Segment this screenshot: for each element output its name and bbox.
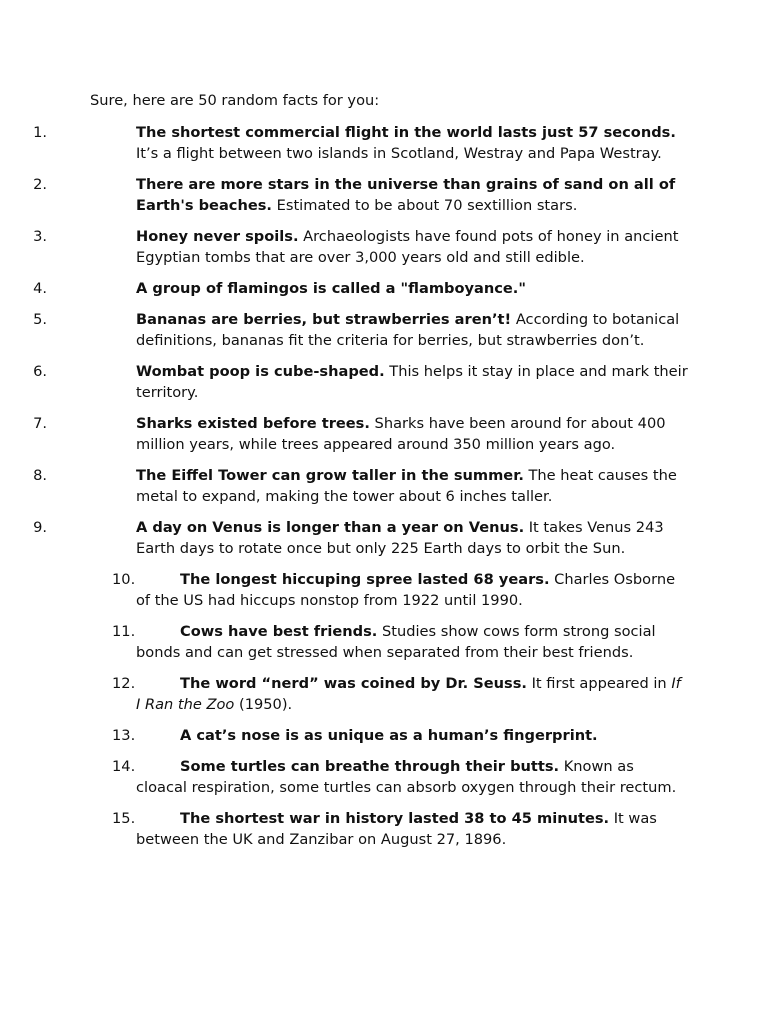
- list-item: [0, 309, 688, 351]
- list-item: [0, 413, 688, 455]
- fact-detail: Charles Osborne of the US had hiccups nonstop from 1922 until 1990.: [136, 571, 676, 609]
- item-number: 8.: [33, 467, 47, 484]
- fact-headline: Some turtles can breathe through their butts.: [180, 758, 560, 775]
- fact-detail: The heat causes the metal to expand, making the tower about 6 inches taller.: [136, 467, 677, 505]
- list-item: [0, 465, 688, 507]
- item-number: 11.: [112, 623, 136, 640]
- item-number: 5.: [33, 311, 47, 328]
- fact-detail: According to botanical definitions, bananas fit the criteria for berries, but strawberries don’t.: [136, 311, 680, 349]
- list-item: [0, 569, 688, 611]
- fact-headline: The shortest commercial flight in the world lasts just 57 seconds.: [136, 124, 676, 141]
- item-number: 14.: [112, 758, 136, 775]
- item-number: 4.: [33, 280, 47, 297]
- list-item: [0, 361, 688, 403]
- item-number: 6.: [33, 363, 47, 380]
- fact-detail: Studies show cows form strong social bonds and can get stressed when separated from their best friends.: [136, 623, 656, 661]
- fact-headline: Wombat poop is cube-shaped.: [136, 363, 385, 380]
- fact-headline: The longest hiccuping spree lasted 68 years.: [180, 571, 550, 588]
- list-item: [0, 278, 688, 299]
- fact-headline: A group of flamingos is called a "flamboyance.": [136, 280, 526, 297]
- fact-detail: Archaeologists have found pots of honey in ancient Egyptian tombs that are over 3,000 years old and still edible.: [136, 228, 679, 266]
- fact-detail: It was between the UK and Zanzibar on August 27, 1896.: [136, 810, 657, 848]
- list-item: [0, 673, 688, 715]
- list-item: [0, 122, 688, 164]
- book-title: If I Ran the Zoo: [136, 675, 681, 713]
- list-item: [0, 517, 688, 559]
- fact-headline: Bananas are berries, but strawberries aren’t!: [136, 311, 512, 328]
- intro-text: Sure, here are 50 random facts for you:: [90, 92, 380, 109]
- fact-headline: The Eiffel Tower can grow taller in the summer.: [136, 467, 524, 484]
- fact-headline: There are more stars in the universe than grains of sand on all of Earth's beaches.: [136, 176, 676, 214]
- fact-detail: It’s a flight between two islands in Scotland, Westray and Papa Westray.: [136, 145, 662, 162]
- fact-detail: Known as cloacal respiration, some turtles can absorb oxygen through their rectum.: [136, 758, 677, 796]
- list-item: [0, 621, 688, 663]
- list-item: [0, 756, 688, 798]
- list-item: [0, 725, 688, 746]
- fact-detail: It takes Venus 243 Earth days to rotate once but only 225 Earth days to orbit the Sun.: [136, 519, 664, 557]
- list-item: [0, 226, 688, 268]
- fact-detail: Estimated to be about 70 sextillion stars.: [271, 197, 578, 214]
- fact-headline: Cows have best friends.: [180, 623, 378, 640]
- list-item: [0, 808, 688, 850]
- item-number: 15.: [112, 810, 136, 827]
- fact-detail: This helps it stay in place and mark their territory.: [136, 363, 688, 401]
- fact-headline: The word “nerd” was coined by Dr. Seuss.: [180, 675, 527, 692]
- fact-headline: Sharks existed before trees.: [136, 415, 370, 432]
- fact-detail-tail: (1950).: [234, 696, 293, 713]
- item-number: 10.: [112, 571, 136, 588]
- item-number: 2.: [33, 176, 47, 193]
- item-number: 9.: [33, 519, 47, 536]
- item-number: 1.: [33, 124, 47, 141]
- item-number: 12.: [112, 675, 136, 692]
- list-item: [0, 174, 688, 216]
- item-number: 3.: [33, 228, 47, 245]
- fact-detail: It first appeared in: [526, 675, 672, 692]
- fact-headline: A cat’s nose is as unique as a human’s fingerprint.: [180, 727, 598, 744]
- fact-detail: Sharks have been around for about 400 million years, while trees appeared around 350 million years ago.: [136, 415, 666, 453]
- fact-headline: Honey never spoils.: [136, 228, 299, 245]
- fact-headline: The shortest war in history lasted 38 to 45 minutes.: [180, 810, 610, 827]
- fact-headline: A day on Venus is longer than a year on Venus.: [136, 519, 525, 536]
- item-number: 7.: [33, 415, 47, 432]
- facts-list: [0, 122, 768, 860]
- item-number: 13.: [112, 727, 136, 744]
